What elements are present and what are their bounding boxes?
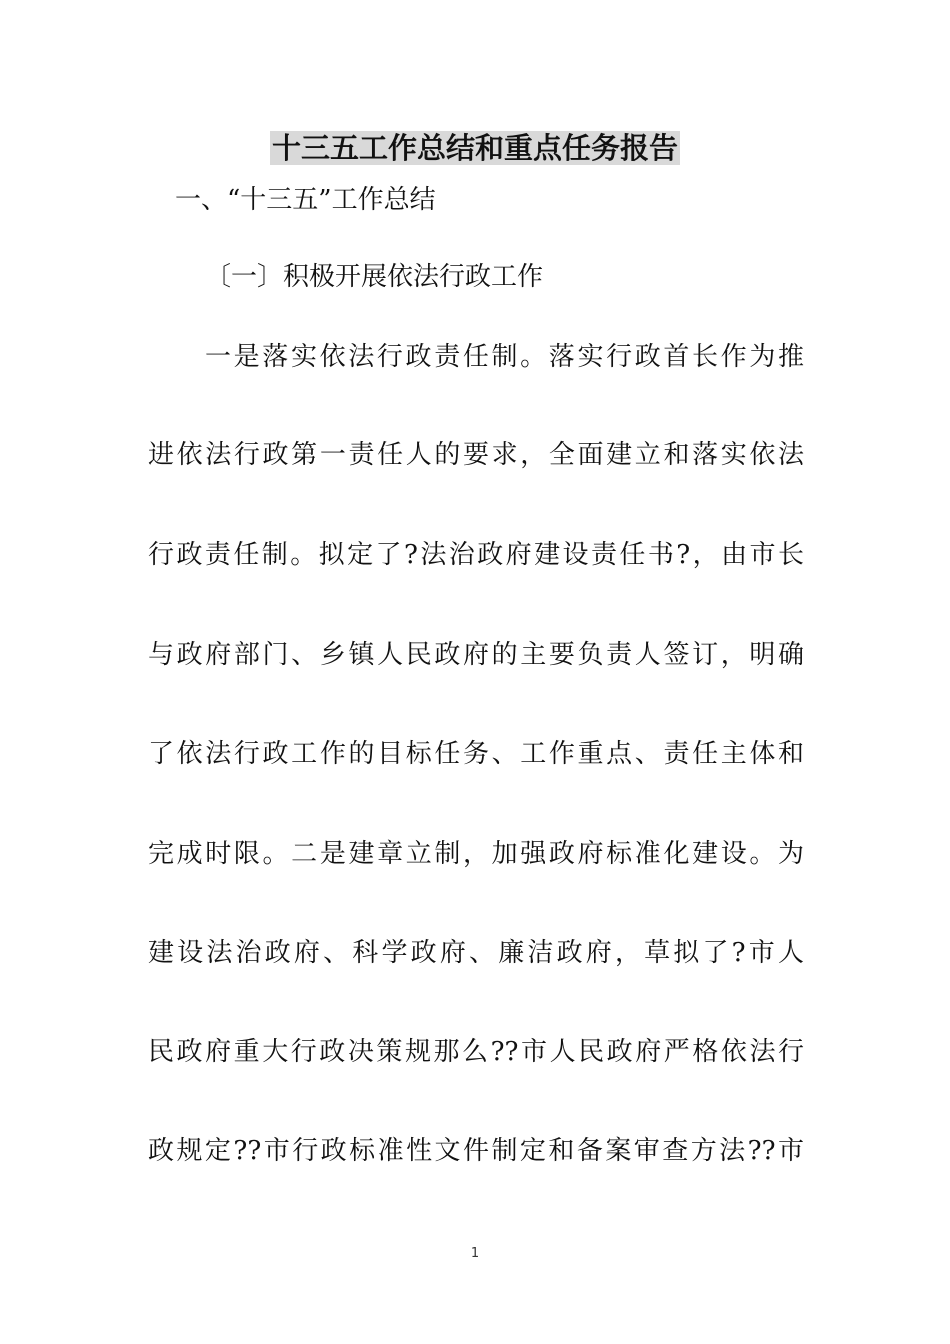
- document-title: [0, 128, 950, 168]
- body-line-6: 完成时限。二是建章立制，加强政府标准化建设。为: [148, 839, 804, 869]
- body-line-5: 了依法行政工作的目标任务、工作重点、责任主体和: [148, 739, 804, 769]
- section-heading: 一、“十三五”工作总结: [175, 185, 436, 215]
- body-line-2: 进依法行政第一责任人的要求，全面建立和落实依法: [148, 440, 804, 470]
- body-line-8: 民政府重大行政决策规那么??市人民政府严格依法行: [148, 1037, 804, 1067]
- body-line-9: 政规定??市行政标准性文件制定和备案审查方法??市: [148, 1136, 804, 1166]
- document-title-text: 十三五工作总结和重点任务报告: [271, 131, 678, 165]
- body-line-1: 一是落实依法行政责任制。落实行政首长作为推: [205, 342, 804, 372]
- body-line-4: 与政府部门、乡镇人民政府的主要负责人签订，明确: [148, 640, 804, 670]
- page-number: 1: [470, 1246, 480, 1261]
- body-line-3: 行政责任制。拟定了?法治政府建设责任书?，由市长: [148, 540, 804, 570]
- body-line-7: 建设法治政府、科学政府、廉洁政府，草拟了?市人: [148, 938, 804, 968]
- subsection-heading: 〔一〕积极开展依法行政工作: [205, 262, 544, 292]
